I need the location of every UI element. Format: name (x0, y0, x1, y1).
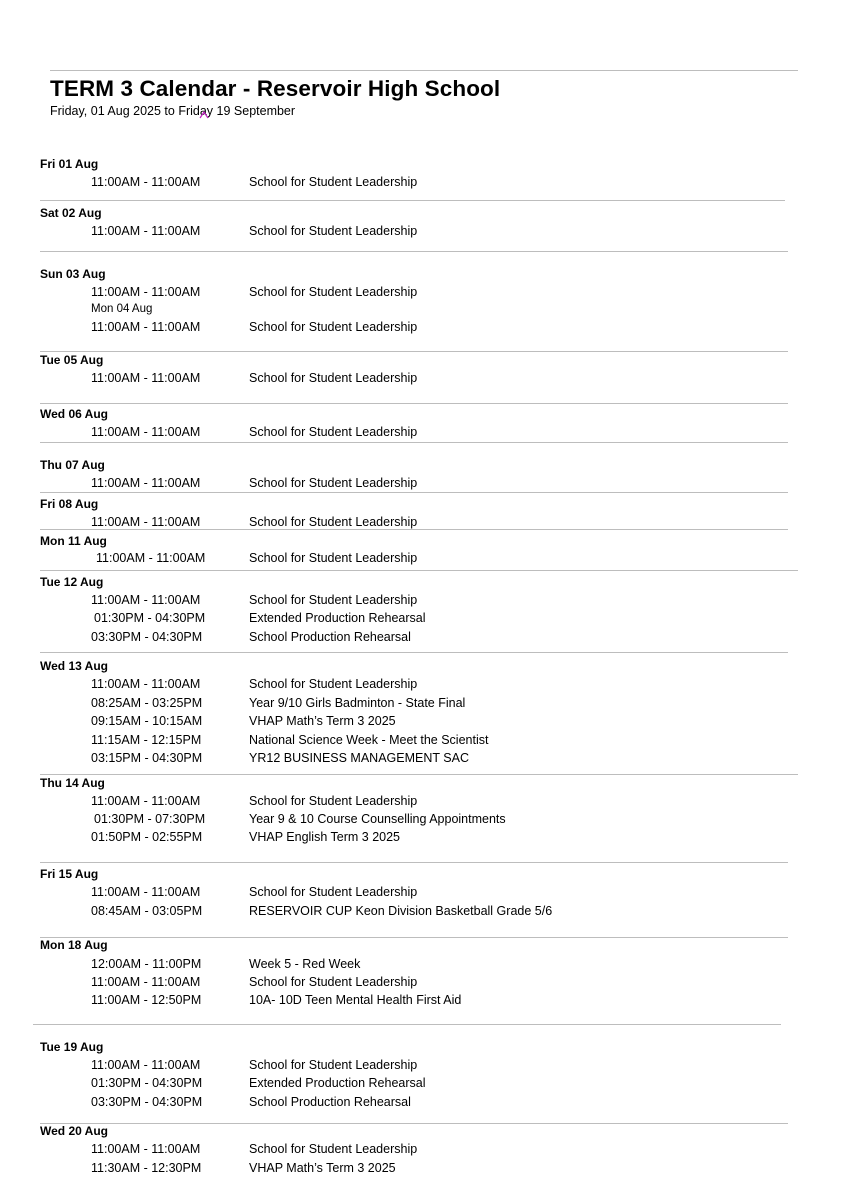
event-title: School Production Rehearsal (249, 630, 411, 644)
event-title: Year 9/10 Girls Badminton - State Final (249, 696, 466, 710)
day-heading: Mon 11 Aug (40, 534, 107, 548)
event-title: School for Student Leadership (249, 1142, 418, 1156)
event-title: School for Student Leadership (249, 175, 418, 189)
event-title: School Production Rehearsal (249, 1095, 411, 1109)
day-divider (40, 251, 788, 252)
event-title: School for Student Leadership (249, 285, 418, 299)
event-title: School for Student Leadership (249, 975, 418, 989)
event-title: School for Student Leadership (249, 551, 418, 565)
day-heading: Wed 06 Aug (40, 407, 109, 421)
event-title: VHAP Math’s Term 3 2025 (249, 1161, 396, 1175)
event-title: School for Student Leadership (249, 794, 418, 808)
event-title: Extended Production Rehearsal (249, 1076, 426, 1090)
event-time: 11:30AM - 12:30PM (91, 1161, 202, 1175)
day-heading: Sun 03 Aug (40, 267, 106, 281)
event-time: 11:00AM - 11:00AM (91, 1058, 201, 1072)
event-time: 11:00AM - 12:50PM (91, 993, 202, 1007)
event-time: 11:00AM - 11:00AM (91, 175, 201, 189)
page-title: TERM 3 Calendar - Reservoir High School (50, 76, 501, 101)
day-divider (40, 351, 788, 352)
day-heading: Fri 01 Aug (40, 157, 99, 171)
event-title: School for Student Leadership (249, 425, 418, 439)
day-heading: Fri 08 Aug (40, 497, 99, 511)
event-time: 11:00AM - 11:00AM (91, 224, 201, 238)
day-divider (40, 442, 788, 443)
event-time: 11:00AM - 11:00AM (96, 551, 206, 565)
event-title: VHAP Math’s Term 3 2025 (249, 714, 396, 728)
event-time: 03:15PM - 04:30PM (91, 751, 203, 765)
event-time: 11:00AM - 11:00AM (91, 975, 201, 989)
day-heading: Mon 04 Aug (91, 303, 153, 315)
day-divider (40, 937, 788, 938)
event-title: Year 9 & 10 Course Counselling Appointments (249, 812, 506, 826)
event-time: 01:30PM - 04:30PM (94, 611, 206, 625)
event-time: 11:00AM - 11:00AM (91, 285, 201, 299)
event-time: 11:00AM - 11:00AM (91, 677, 201, 691)
event-title: School for Student Leadership (249, 371, 418, 385)
event-time: 03:30PM - 04:30PM (91, 1095, 203, 1109)
day-heading: Fri 15 Aug (40, 867, 99, 881)
event-title: 10A- 10D Teen Mental Health First Aid (249, 993, 462, 1007)
event-time: 01:30PM - 04:30PM (91, 1076, 203, 1090)
event-time: 11:00AM - 11:00AM (91, 320, 201, 334)
event-time: 12:00AM - 11:00PM (91, 957, 202, 971)
day-divider (40, 570, 798, 571)
event-time: 08:25AM - 03:25PM (91, 696, 203, 710)
event-time: 11:00AM - 11:00AM (91, 476, 201, 490)
event-time: 11:00AM - 11:00AM (91, 885, 201, 899)
day-divider (40, 862, 788, 863)
day-divider (40, 492, 788, 493)
event-time: 11:00AM - 11:00AM (91, 425, 201, 439)
event-title: Extended Production Rehearsal (249, 611, 426, 625)
day-heading: Sat 02 Aug (40, 206, 102, 220)
event-time: 11:00AM - 11:00AM (91, 371, 201, 385)
event-time: 11:00AM - 11:00AM (91, 593, 201, 607)
event-title: School for Student Leadership (249, 885, 418, 899)
day-divider (40, 774, 798, 775)
spellcheck-caret-icon (199, 111, 209, 119)
event-time: 09:15AM - 10:15AM (91, 714, 203, 728)
day-heading: Thu 07 Aug (40, 458, 105, 472)
day-divider (40, 529, 788, 530)
day-heading: Tue 19 Aug (40, 1040, 104, 1054)
day-divider (40, 403, 788, 404)
event-title: School for Student Leadership (249, 1058, 418, 1072)
event-title: School for Student Leadership (249, 593, 418, 607)
day-heading: Wed 20 Aug (40, 1124, 109, 1138)
top-divider (50, 70, 798, 71)
day-heading: Tue 12 Aug (40, 575, 104, 589)
day-divider (40, 652, 788, 653)
date-range-subtitle: Friday, 01 Aug 2025 to Friday 19 September (50, 104, 296, 118)
day-heading: Mon 18 Aug (40, 938, 108, 952)
event-time: 01:30PM - 07:30PM (94, 812, 206, 826)
event-time: 11:00AM - 11:00AM (91, 515, 201, 529)
day-divider (40, 1123, 788, 1124)
day-heading: Wed 13 Aug (40, 659, 109, 673)
event-time: 11:00AM - 11:00AM (91, 794, 201, 808)
event-title: School for Student Leadership (249, 320, 418, 334)
event-title: School for Student Leadership (249, 515, 418, 529)
event-title: School for Student Leadership (249, 677, 418, 691)
event-time: 03:30PM - 04:30PM (91, 630, 203, 644)
event-title: YR12 BUSINESS MANAGEMENT SAC (249, 751, 469, 765)
day-heading: Thu 14 Aug (40, 776, 105, 790)
event-title: National Science Week - Meet the Scientist (249, 733, 489, 747)
event-time: 11:00AM - 11:00AM (91, 1142, 201, 1156)
day-divider (33, 1024, 781, 1025)
event-time: 08:45AM - 03:05PM (91, 904, 203, 918)
day-divider (40, 200, 785, 201)
event-title: School for Student Leadership (249, 476, 418, 490)
event-title: RESERVOIR CUP Keon Division Basketball Grade 5/6 (249, 904, 553, 918)
day-heading: Tue 05 Aug (40, 353, 104, 367)
event-title: VHAP English Term 3 2025 (249, 830, 401, 844)
event-title: School for Student Leadership (249, 224, 418, 238)
event-time: 11:15AM - 12:15PM (91, 733, 202, 747)
event-time: 01:50PM - 02:55PM (91, 830, 203, 844)
event-title: Week 5 - Red Week (249, 957, 361, 971)
